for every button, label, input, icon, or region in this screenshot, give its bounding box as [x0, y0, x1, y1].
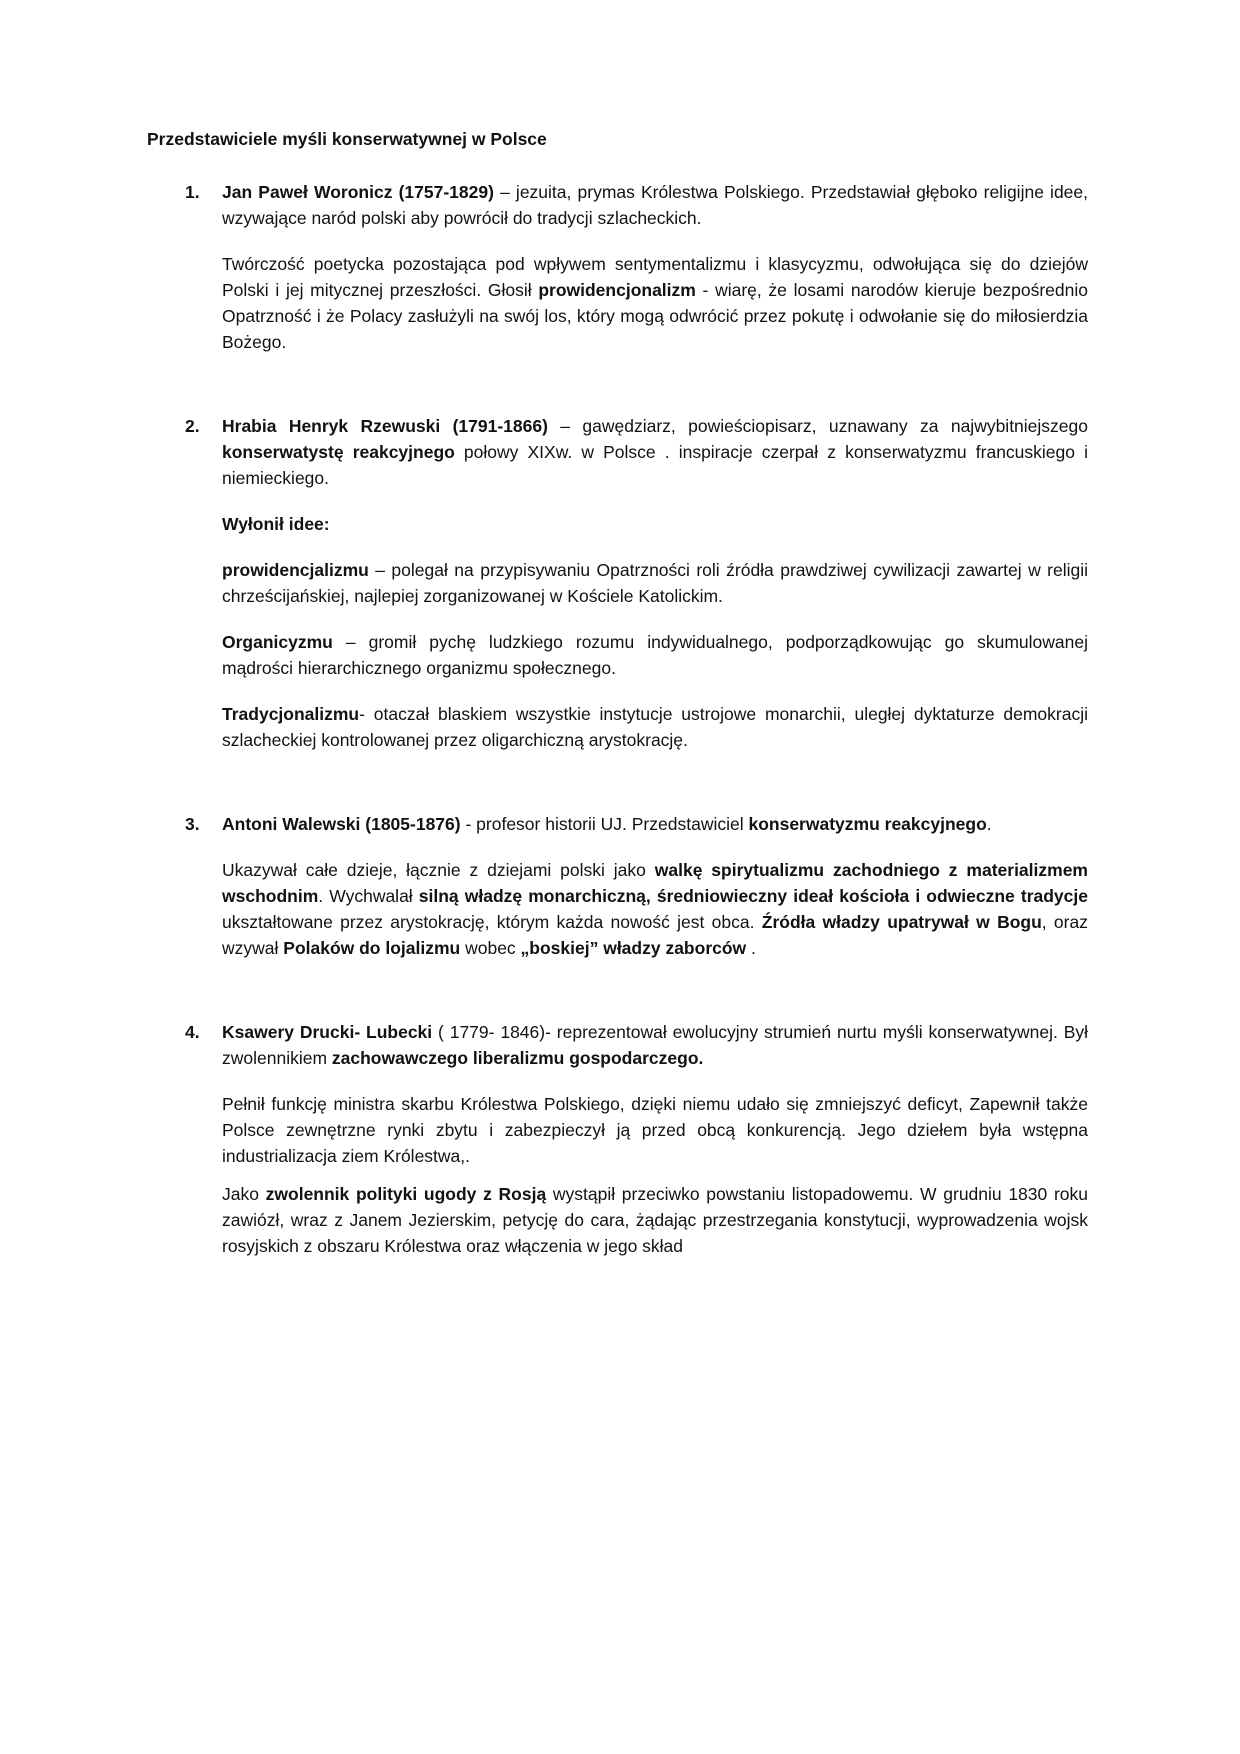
list-item-1-content — [222, 179, 1088, 355]
bold-text-run: Źródła władzy upatrywał w Bogu — [761, 912, 1042, 932]
list-item-4-number: 4. — [185, 1022, 200, 1042]
list-item-2-paragraph-prowidencjalizm — [222, 557, 1088, 609]
bold-text-run: konserwatyzmu reakcyjnego — [748, 814, 987, 834]
bold-text-run: Ksawery Drucki- Lubecki — [222, 1022, 433, 1042]
bold-text-run: Tradycjonalizmu — [222, 704, 360, 724]
bold-text-run: Hrabia Henryk Rzewuski (1791-1866) — [222, 416, 548, 436]
list-item-1-number-column — [185, 179, 222, 355]
list-item-2-number: 2. — [185, 416, 200, 436]
list-item-4-content — [222, 1019, 1088, 1259]
text-run: . Wychwalał — [318, 886, 419, 906]
bold-text-run: silną władzę monarchiczną, średniowieczny ideał kościoła i odwieczne tradycje — [418, 886, 1088, 906]
bold-text-run: zachowawczego liberalizmu gospodarczego. — [331, 1048, 704, 1068]
text-run: wobec — [460, 938, 521, 958]
bold-text-run: walkę spirytualizmu zachodniego z materializmem wschodnim — [222, 860, 1088, 906]
list-item-4 — [185, 1019, 1088, 1259]
document-title: Przedstawiciele myśli konserwatywnej w Polsce — [147, 129, 547, 149]
bold-text-run: zwolennik polityki ugody z Rosją — [265, 1184, 547, 1204]
text-run: . — [986, 814, 992, 834]
text-run: Jako — [222, 1184, 266, 1204]
list-item-4-number-column — [185, 1019, 222, 1259]
text-run: – polegał na przypisywaniu Opatrzności roli źródła prawdziwej cywilizacji zawartej w religii chrześcijańskiej, najlepiej zorganizowanej w Kościele Katolickim. — [222, 560, 1088, 606]
list-item-2-paragraph-organicyzm — [222, 629, 1088, 681]
text-run: ukształtowane przez arystokrację, którym każda nowość jest obca. — [222, 912, 762, 932]
bold-text-run: prowidencjonalizm — [538, 280, 696, 300]
list-item-1 — [185, 179, 1088, 355]
text-run: połowy XIXw. w Polsce . inspiracje czerpał z konserwatyzmu francuskiego i niemieckiego. — [222, 442, 1088, 488]
list-item-3 — [185, 811, 1088, 961]
text-run: Pełnił funkcję ministra skarbu Królestwa Polskiego, dzięki niemu udało się zmniejszyć deficyt, Zapewnił także Polsce zewnętrzne rynki zbytu i zabezpieczył ją przed obcą konkurencją. Jego dziełem była wstępna industrializacja ziem Królestwa,. — [222, 1094, 1088, 1166]
list-item-2-number-column — [185, 413, 222, 753]
list-item-3-content — [222, 811, 1088, 961]
list-item-3-heading-paragraph — [222, 811, 1088, 837]
text-run: Twórczość poetycka pozostająca pod wpływem sentymentalizmu i klasycyzmu, odwołująca się do dziejów Polski i jej mitycznej przeszłości. Głosił — [222, 254, 1088, 300]
list-item-1-heading-paragraph — [222, 179, 1088, 231]
list-item-2-paragraph-tradycjonalizm — [222, 701, 1088, 753]
text-run: . — [746, 938, 756, 958]
text-run: – gawędziarz, powieściopisarz, uznawany za najwybitniejszego — [547, 416, 1088, 436]
list-item-3-number: 3. — [185, 814, 200, 834]
text-run: - otaczał blaskiem wszystkie instytucje ustrojowe monarchii, uległej dyktaturze demokracji szlacheckiej kontrolowanej przez oligarchiczną arystokrację. — [222, 704, 1088, 750]
list-item-4-heading-paragraph — [222, 1019, 1088, 1071]
text-run: wystąpił przeciwko powstaniu listopadowemu. W grudniu 1830 roku zawiózł, wraz z Janem Jezierskim, petycję do cara, żądając przestrzegania konstytucji, wyprowadzenia wojsk rosyjskich z obszaru Królestwa oraz włączenia w jego skład — [222, 1184, 1088, 1256]
list-item-4-body-paragraph-2 — [222, 1181, 1088, 1259]
text-run: - profesor historii UJ. Przedstawiciel — [460, 814, 749, 834]
text-run: Ukazywał całe dzieje, łącznie z dziejami polski jako — [222, 860, 655, 880]
list-item-2-heading-paragraph — [222, 413, 1088, 491]
text-run: ( 1779- 1846)- reprezentował ewolucyjny strumień nurtu myśli konserwatywnej. Był zwolennikiem — [222, 1022, 1089, 1068]
list-item-2-content — [222, 413, 1088, 753]
bold-text-run: Wyłonił idee: — [222, 514, 330, 534]
text-run: - wiarę, że losami narodów kieruje bezpośrednio Opatrzność i że Polacy zasłużyli na swój los, który mogą odwrócić przez pokutę i odwołanie się do miłosierdzia Bożego. — [222, 280, 1088, 352]
bold-text-run: Polaków do lojalizmu — [283, 938, 461, 958]
list-item-1-body-paragraph — [222, 251, 1088, 355]
list-item-3-number-column — [185, 811, 222, 961]
bold-text-run: „boskiej” władzy zaborców — [520, 938, 747, 958]
list-item-4-body-paragraph-1 — [222, 1091, 1088, 1169]
list-item-3-body-paragraph — [222, 857, 1088, 961]
bold-text-run: konserwatystę reakcyjnego — [222, 442, 455, 462]
bold-text-run: prowidencjalizmu — [222, 560, 369, 580]
text-run: – jezuita, prymas Królestwa Polskiego. Przedstawiał głęboko religijne idee, wzywające naród polski aby powrócił do tradycji szlacheckich. — [222, 182, 1089, 228]
bold-text-run: Organicyzmu — [222, 632, 333, 652]
text-run: – gromił pychę ludzkiego rozumu indywidualnego, podporządkowując go skumulowanej mądrości hierarchicznego organizmu społecznego. — [222, 632, 1088, 678]
list-item-1-number: 1. — [185, 182, 200, 202]
list-item-2 — [185, 413, 1088, 753]
bold-text-run: Antoni Walewski (1805-1876) — [222, 814, 461, 834]
bold-text-run: Jan Paweł Woronicz (1757-1829) — [222, 182, 494, 202]
list-item-2-ideas-label — [222, 511, 1088, 537]
text-run: , oraz wzywał — [222, 912, 1088, 958]
